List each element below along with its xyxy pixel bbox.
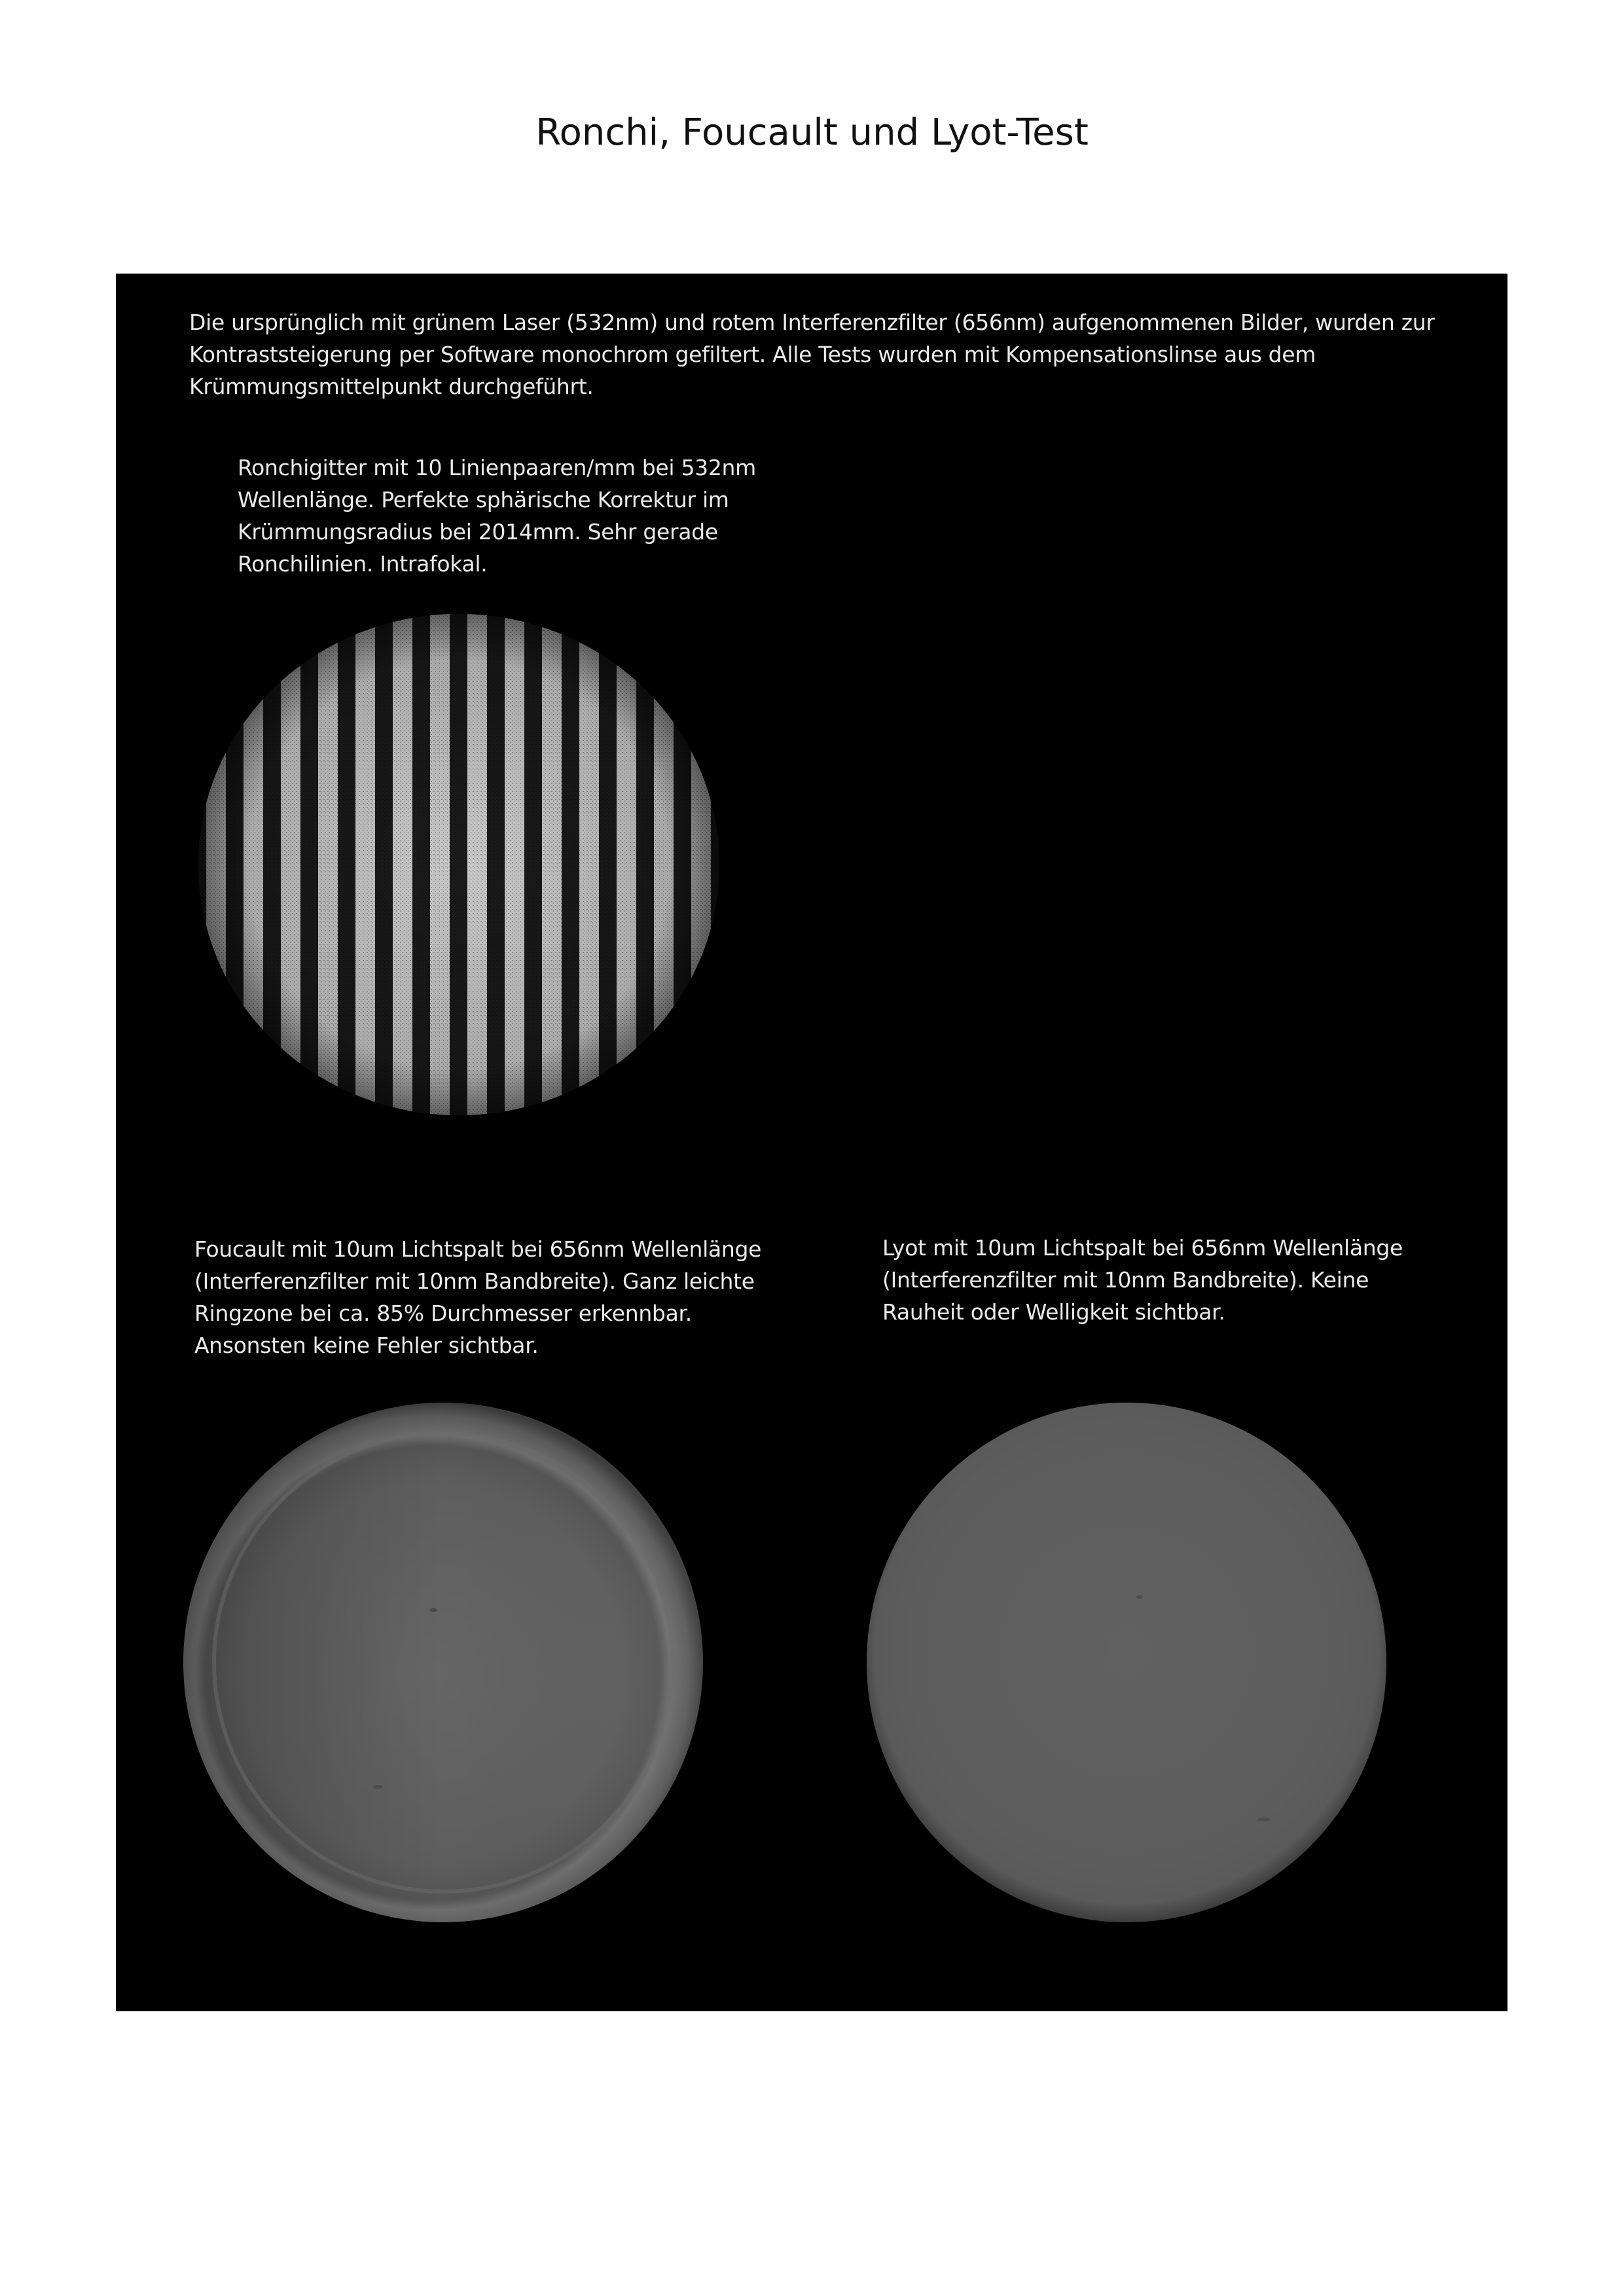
caption-line: Ansonsten keine Fehler sichtbar. bbox=[194, 1333, 539, 1358]
caption-line: Foucault mit 10um Lichtspalt bei 656nm Wellenlänge bbox=[194, 1236, 762, 1262]
image-panel bbox=[116, 274, 1507, 2011]
caption-line: Ringzone bei ca. 85% Durchmesser erkennbar. bbox=[194, 1300, 692, 1326]
caption-line: (Interferenzfilter mit 10nm Bandbreite). Ganz leichte bbox=[194, 1268, 755, 1294]
ronchi-caption bbox=[238, 452, 801, 580]
caption-line: Rauheit oder Welligkeit sichtbar. bbox=[882, 1299, 1225, 1325]
intro-line: Die ursprünglich mit grünem Laser (532nm) und rotem Interferenzfilter (656nm) aufgenommenen Bilder, wurden zur bbox=[189, 310, 1435, 335]
page-title: Ronchi, Foucault und Lyot-Test bbox=[535, 111, 1089, 154]
lyot-image bbox=[865, 1401, 1388, 1924]
caption-line: Wellenlänge. Perfekte sphärische Korrektur im bbox=[238, 487, 729, 512]
caption-line: (Interferenzfilter mit 10nm Bandbreite). Keine bbox=[882, 1267, 1369, 1293]
ronchigram-image bbox=[197, 609, 721, 1120]
caption-line: Ronchigitter mit 10 Linienpaaren/mm bei 532nm bbox=[238, 455, 757, 480]
foucault-image bbox=[181, 1401, 705, 1924]
caption-line: Ronchilinien. Intrafokal. bbox=[238, 551, 488, 577]
intro-line: Krümmungsmittelpunkt durchgeführt. bbox=[189, 374, 594, 399]
intro-line: Kontraststeigerung per Software monochrom gefiltert. Alle Tests wurden mit Kompensationslinse aus dem bbox=[189, 342, 1316, 367]
intro-text bbox=[189, 306, 1472, 403]
caption-line: Krümmungsradius bei 2014mm. Sehr gerade bbox=[238, 519, 718, 545]
lyot-caption bbox=[882, 1232, 1471, 1328]
foucault-caption bbox=[194, 1233, 823, 1361]
caption-line: Lyot mit 10um Lichtspalt bei 656nm Wellenlänge bbox=[882, 1235, 1403, 1261]
